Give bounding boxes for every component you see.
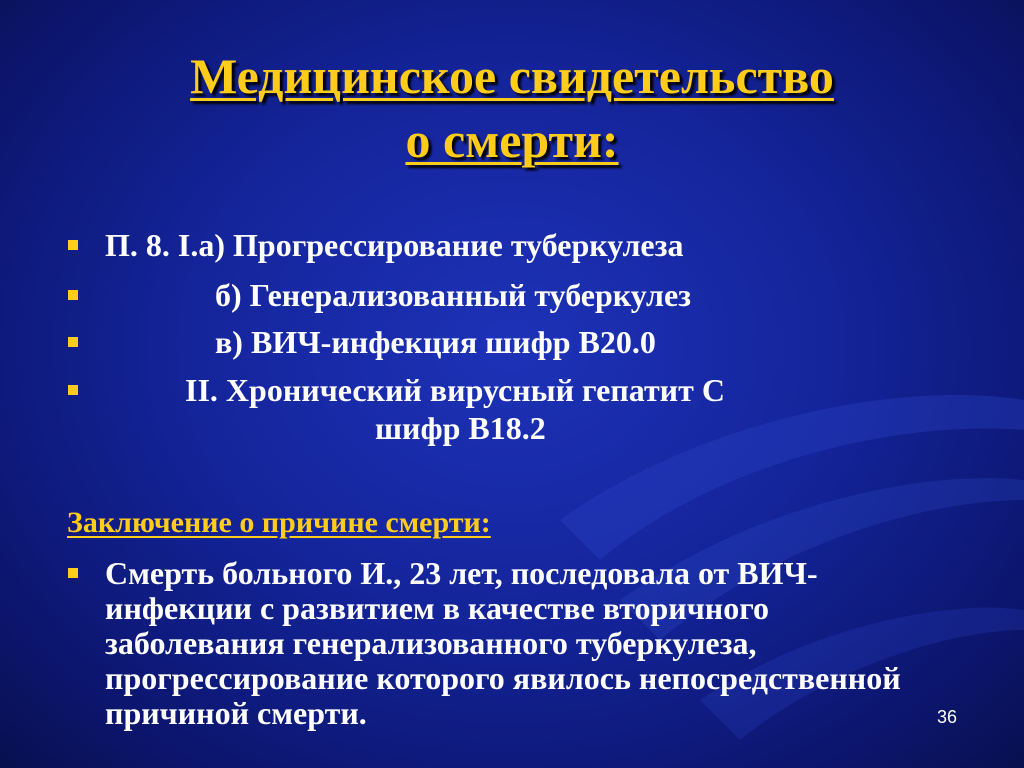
list-item: П. 8. I.а) Прогрессирование туберкулеза [105, 227, 684, 263]
list-item: в) ВИЧ-инфекция шифр В20.0 [215, 324, 656, 360]
bullet-icon [68, 337, 78, 347]
slide-title [0, 44, 1024, 172]
list-item-continuation: шифр В18.2 [375, 410, 546, 446]
list-item: II. Хронический вирусный гепатит С [185, 372, 725, 408]
title-line-1: Медицинское свидетельство [190, 48, 834, 104]
bullet-icon [68, 385, 78, 395]
conclusion-heading: Заключение о причине смерти: [67, 506, 491, 539]
title-line-2: о смерти: [405, 112, 619, 168]
list-item: б) Генерализованный туберкулез [215, 277, 691, 313]
bullet-icon [68, 240, 78, 250]
bullet-icon [68, 568, 78, 578]
conclusion-text: Смерть больного И., 23 лет, последовала от ВИЧ-инфекции с развитием в качестве вторичного заболевания генерализованного туберкулеза, прогрессирование которого явилось непосредственной причиной смерти. [105, 555, 901, 731]
bullet-icon [68, 290, 78, 300]
slide-number: 36 [937, 707, 958, 727]
